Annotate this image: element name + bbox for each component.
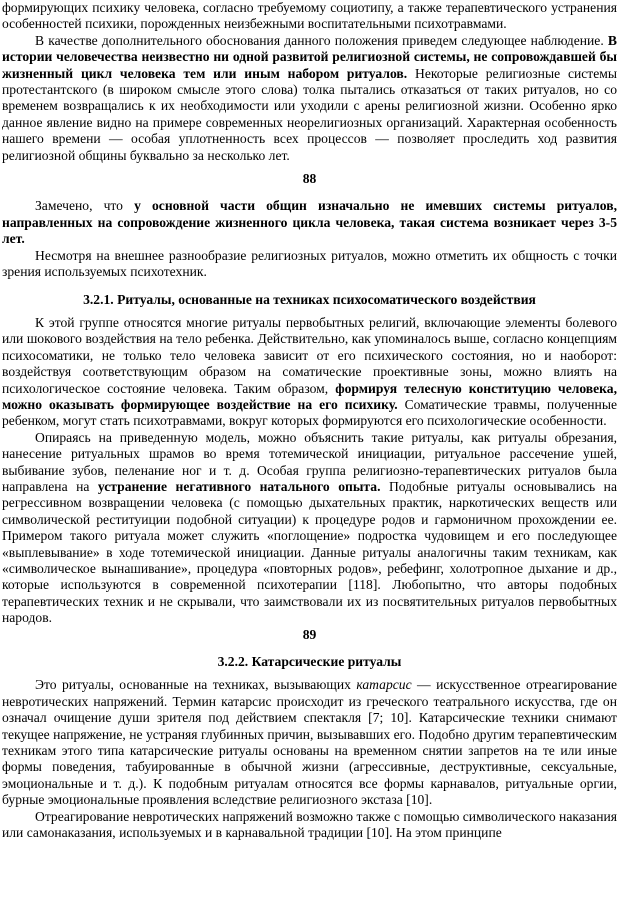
psychosomatic-emphasis: формируя телесную конституцию человека, можно оказывать формирующее воздействие на его психику. [2, 380, 618, 412]
catharsis-intro: Это ритуалы, основанные на техниках, вызывающих [35, 677, 357, 693]
paragraph-rituals-model [2, 430, 617, 627]
paragraph-psychosomatic [2, 315, 617, 430]
section-heading-3-2-2: 3.2.2. Катарсические ритуалы [217, 654, 402, 670]
paragraph-observation [2, 33, 617, 164]
rituals-model-intro: Опираясь на приведенную модель, можно объяснить такие ритуалы, как ритуалы обрезания, нанесение ритуальных шрамов во время тотемической инициации, ритуальное рассечение ушей, выбивание зубов, пеленание ног и т. д. Особая группа религиозно-терапевтических ритуалов была направлена на [2, 429, 617, 494]
observation-body: Некоторые религиозные системы протестантского (в широком смысле этого слова) толка пытались отказаться от таких ритуалов, но со временем возвращались к их необходимости или уходили с арены религиозной жизни. Особенно ярко данное явление видно на примере современных неорелигиозных организаций. Характерная особенность нашего времени — особая уплотненность всех процессов — позволяет проследить ход развития религиозной общины буквально за несколько лет. [2, 65, 617, 163]
catharsis-term: катарсис [356, 677, 412, 693]
rituals-model-body: Подобные ритуалы основывались на регрессивном возвращении человека (с помощью дыхательных практик, наркотических веществ или символической реституиции подобной ситуации) к процедуре родов и гармоничном прохождении ее. Примером такого ритуала может служить «поглощение» подростка чудовищем и его последующее «выплевывание» в ходе тотемической инициации. Данные ритуалы аналогичны таким техникам, как «символическое вынашивание», процедура «повторных родов», ребефинг, холотропное дыхание и др., которые используются в современной психотерапии [118]. Любопытно, что авторы подобных терапевтических техник и не скрывали, что заимствовали их из посвятительных ритуалов первобытных народов. [2, 478, 617, 626]
paragraph-punishment: Отреагирование невротических напряжений возможно также с помощью символического наказания или самонаказания, используемых и в карнавальной традиции [10]. На этом принципе [2, 808, 617, 841]
section-heading-3-2-1: 3.2.1. Ритуалы, основанные на техниках психосоматического воздействия [83, 291, 536, 307]
observation-intro: В качестве дополнительного обоснования данного положения приведем следующее наблюдение. [35, 32, 608, 48]
page-number-89: 89 [302, 626, 317, 642]
rituals-model-emphasis: устранение негативного натального опыта. [97, 478, 381, 494]
psychosomatic-intro: К этой группе относятся многие ритуалы первобытных религий, включающие элементы болевого или шокового воздействия на тело ребенка. Действительно, как упоминалось выше, согласно концепциям психосоматики, не только тело человека зависит от его психического состояния, но и наоборот: воздействуя соответствующим образом на соматические проективные зоны, можно влиять на психологическое состояние человека. Таким образом, [2, 314, 617, 396]
page-number-88: 88 [302, 171, 317, 187]
paragraph-catharsis [2, 677, 617, 808]
paragraph-diversity: Несмотря на внешнее разнообразие религиозных ритуалов, можно отметить их общность с точки зрения используемых психотехник. [2, 247, 617, 280]
noticed-intro: Замечено, что [35, 198, 135, 214]
noticed-emphasis: у основной части общин изначально не имевших системы ритуалов, направленных на сопровождение жизненного цикла человека, такая система возникает через 3-5 лет. [2, 198, 617, 247]
catharsis-body: — искусственное отреагирование невротических напряжений. Термин катарсис происходит из греческого театрального искусства, где он означал очищение души зрителя под действием спектакля [7; 10]. Катарсические техники снимают текущее напряжение, не устраняя глубинных причин, вызывавших его. Подобно другим терапевтическим техникам этого типа катарсические ритуалы основаны на временном снятии запретов на те или иные формы поведения, табуированные в обычной жизни (агрессивные, деструктивные, сексуальные, эмоциональные и т. д.). К подобным ритуалам относятся все формы карнавалов, ритуальные оргии, бурные эмоциональные проявления вследствие религиозного экстаза [10]. [2, 677, 618, 808]
paragraph-continuation: формирующих психику человека, согласно требуемому социотипу, а также терапевтического устранения особенностей психики, порожденных неизбежными воспитательными психотравмами. [2, 0, 617, 32]
paragraph-noticed [2, 198, 617, 247]
observation-emphasis: В истории человечества неизвестно ни одной развитой религиозной системы, не сопровождавшей бы жизненный цикл человека тем или иным набором ритуалов. [2, 32, 617, 81]
psychosomatic-body: Соматические травмы, полученные ребенком, могут стать психотравмами, вокруг которых формируются его психологические особенности. [2, 396, 617, 429]
